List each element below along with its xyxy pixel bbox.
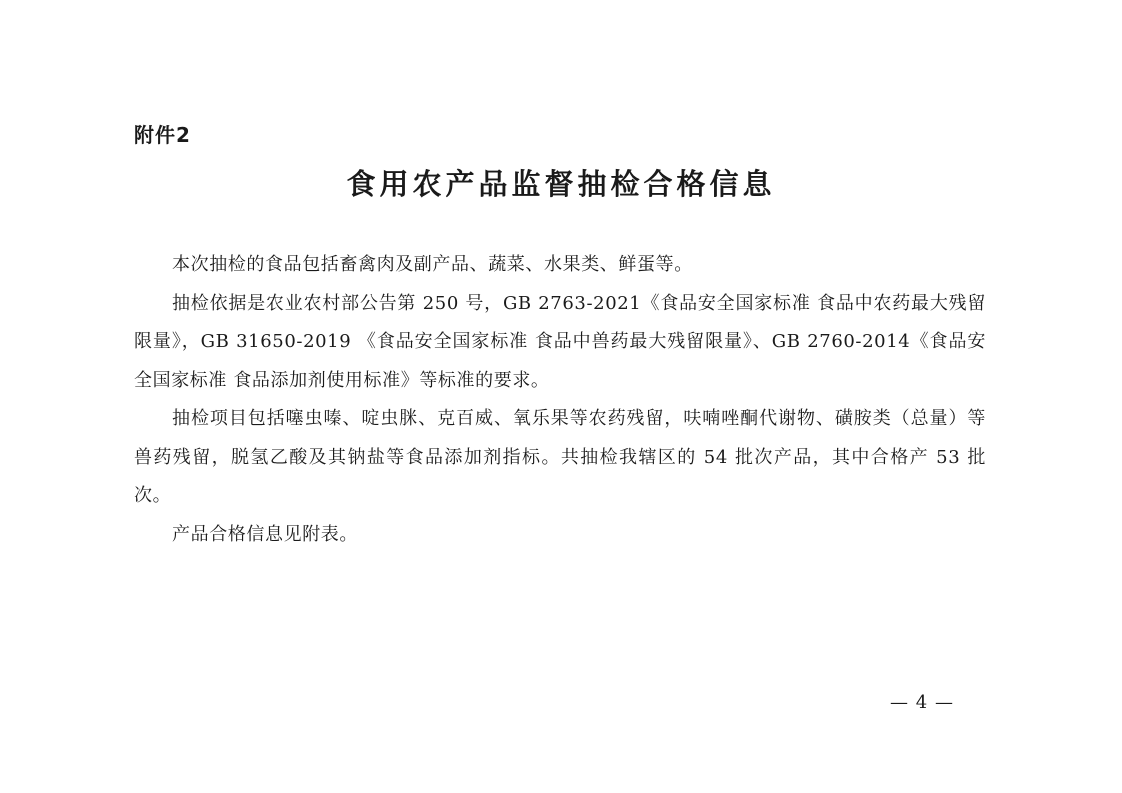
page-number: — 4 — (890, 692, 954, 713)
paragraph-items: 抽检项目包括噻虫嗪、啶虫脒、克百威、氧乐果等农药残留，呋喃唑酮代谢物、磺胺类（总量）等兽药残留，脱氢乙酸及其钠盐等食品添加剂指标。共抽检我辖区的 54 批次产品，其中合格产 53 批次。 (134, 408, 986, 506)
page-title: 食用农产品监督抽检合格信息 (346, 167, 776, 201)
attachment-label: 附件2 (134, 123, 191, 147)
document-body (134, 246, 986, 554)
paragraph-scope: 本次抽检的食品包括畜禽肉及副产品、蔬菜、水果类、鲜蛋等。 (172, 254, 693, 275)
paragraph-see-table: 产品合格信息见附表。 (172, 523, 358, 545)
paragraph-basis: 抽检依据是农业农村部公告第 250 号，GB 2763-2021《食品安全国家标准 食品中农药最大残留限量》，GB 31650-2019 《食品安全国家标准 食品中兽药最大残留限量》、GB 2760-2014《食品安全国家标准 食品添加剂使用标准》等标准的要求。 (134, 292, 986, 391)
